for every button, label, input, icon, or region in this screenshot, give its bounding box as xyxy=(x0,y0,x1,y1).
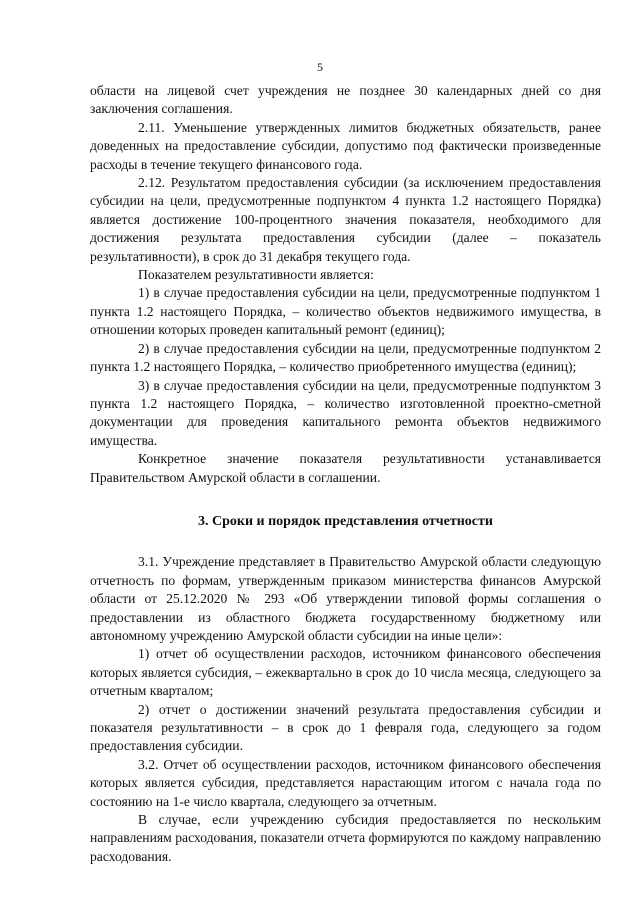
document-body xyxy=(90,82,601,866)
paragraph-indicator-intro: Показателем результативности является: xyxy=(138,267,374,283)
paragraph-continuation: области на лицевой счет учреждения не позднее 30 календарных дней со дня заключения соглашения. xyxy=(90,83,601,117)
paragraph-specific-value: Конкретное значение показателя результативности устанавливается Правительством Амурской области в соглашении. xyxy=(90,451,601,485)
paragraph-3-2: 3.2. Отчет об осуществлении расходов, источником финансового обеспечения которых является субсидия, представляется нарастающим итогом с начала года по состоянию на 1-е число квартала, следующего за отчетным. xyxy=(90,756,601,809)
list-item-2: 2) в случае предоставления субсидии на цели, предусмотренные подпунктом 2 пункта 1.2 настоящего Порядка, – количество приобретенного имущества (единиц); xyxy=(90,340,601,375)
list-item-3: 3) в случае предоставления субсидии на цели, предусмотренные подпунктом 3 пункта 1.2 настоящего Порядка, – количество изготовленной проектно-сметной документации для проведения капитального ремонта объектов недвижимого имущества. xyxy=(90,377,601,448)
paragraph-2-11: 2.11. Уменьшение утвержденных лимитов бюджетных обязательств, ранее доведенных на предоставление субсидии, допустимо под фактически произведенные расходы в течение текущего финансового года. xyxy=(90,119,601,172)
report-item-1: 1) отчет об осуществлении расходов, источником финансового обеспечения которых является субсидия, – ежеквартально в срок до 10 числа месяца, следующего за отчетным кварталом; xyxy=(90,646,601,699)
paragraph-multiple-directions: В случае, если учреждению субсидия предоставляется по нескольким направлениям расходования, показатели отчета формируются по каждому направлению расходования. xyxy=(90,812,601,864)
section-heading: 3. Сроки и порядок представления отчетности xyxy=(198,513,493,529)
report-item-2: 2) отчет о достижении значений результата предоставления субсидии и показателя результативности – в срок до 1 февраля года, следующего за годом предоставления субсидии. xyxy=(90,701,601,754)
list-item-1: 1) в случае предоставления субсидии на цели, предусмотренные подпунктом 1 пункта 1.2 настоящего Порядка, – количество объектов недвижимого имущества, в отношении которых проведен капитальный ремонт (единиц); xyxy=(90,285,601,338)
paragraph-3-1: 3.1. Учреждение представляет в Правительство Амурской области следующую отчетность по формам, утвержденным приказом министерства финансов Амурской области от 25.12.2020 № 293 «Об утверждении типовой формы соглашения о предоставлении из областного бюджета государственному бюджетному или автономному учреждению Амурской области субсидии на иные цели»: xyxy=(90,554,601,643)
page-number: 5 xyxy=(317,60,323,74)
paragraph-2-12: 2.12. Результатом предоставления субсидии (за исключением предоставления субсидии на цели, предусмотренные подпунктом 4 пункта 1.2 настоящего Порядка) является достижение 100-процентного значения показателя, необходимого для достижения результата предоставления субсидии (далее – показатель результативности), в срок до 31 декабря текущего года. xyxy=(90,175,601,264)
